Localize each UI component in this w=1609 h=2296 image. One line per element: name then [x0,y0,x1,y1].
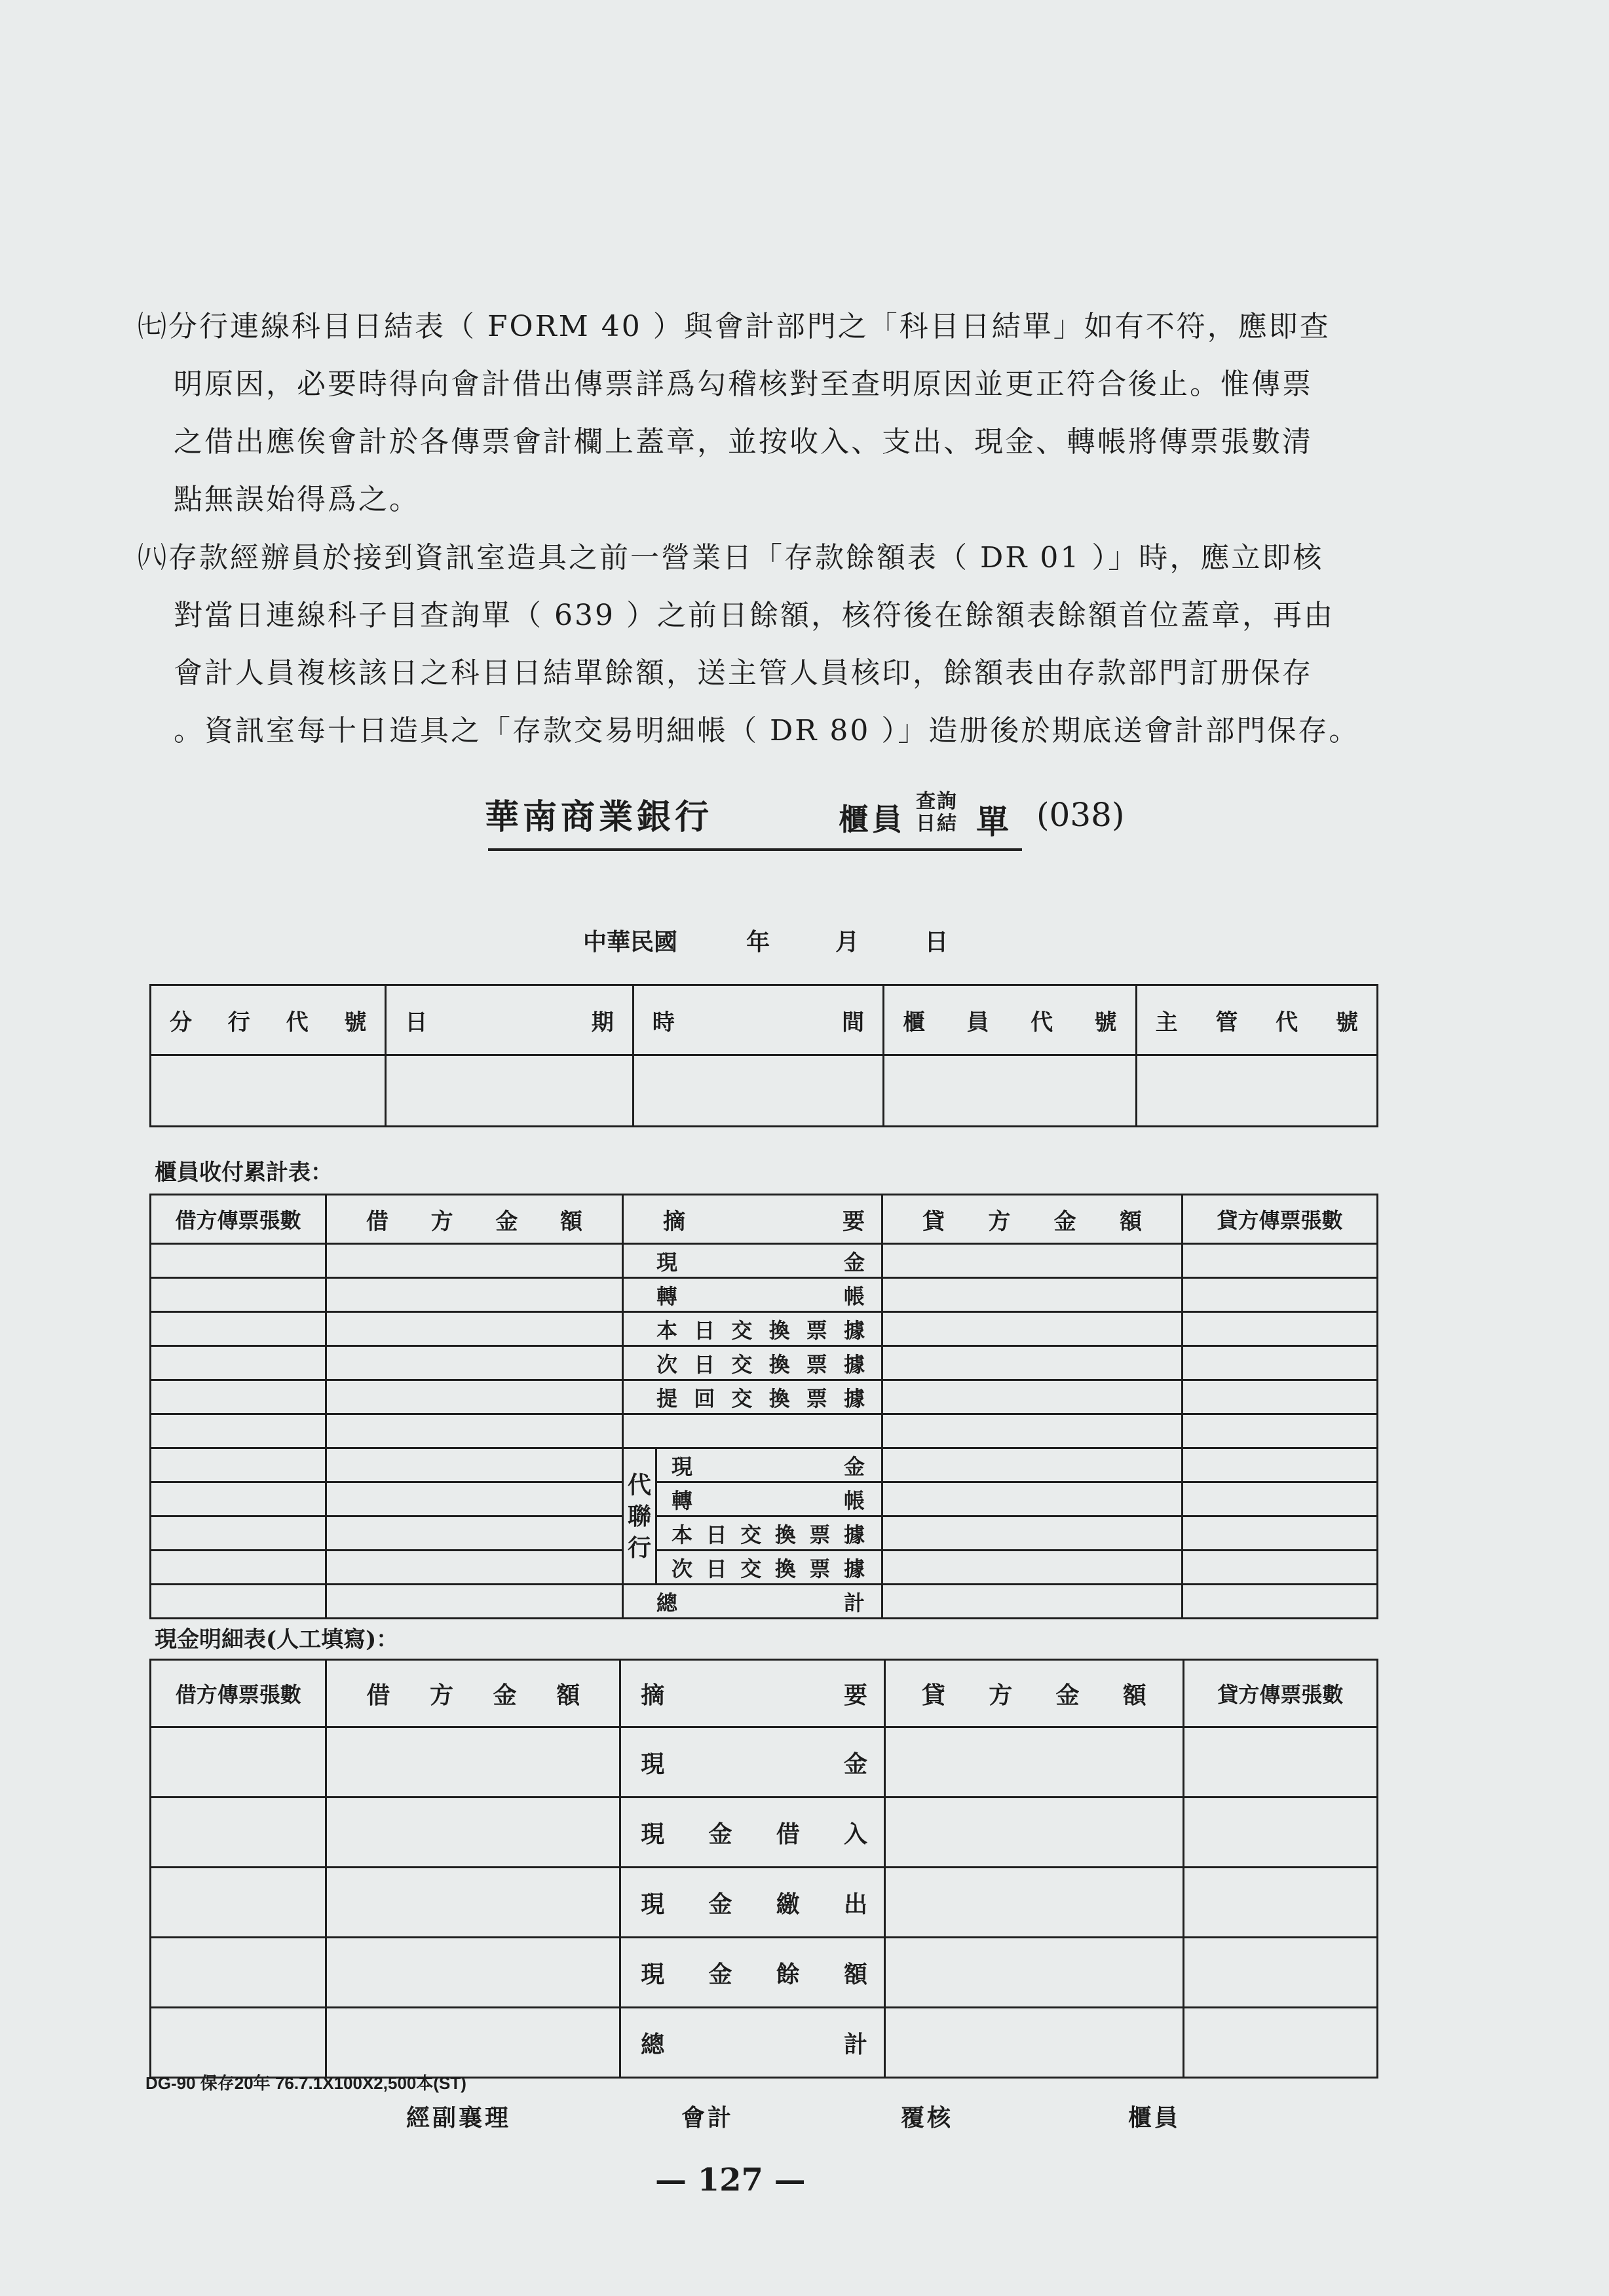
table-row: 轉帳 [151,1482,1378,1516]
slip-prefix: 櫃員 [839,802,905,837]
header-cell: 日期 [386,985,633,1055]
paragraph-line: 之借出應俟會計於各傳票會計欄上蓋章，並按收入、支出、現金、轉帳將傳票張數清 [174,425,1313,459]
header-cell: 櫃員代號 [884,985,1136,1055]
col-header: 貸方金額 [885,1660,1184,1727]
paragraph-line: ㈦分行連線科目日結表（ FORM 40 ）與會計部門之「科目日結單」如有不符，應即查 [138,310,1331,343]
table-row [151,1414,1378,1448]
agent-bank-label: 代 聯 行 [623,1448,656,1585]
supervisor-code-field[interactable] [1136,1055,1377,1127]
paragraph-line: 。資訊室每十日造具之「存款交易明細帳（ DR 80 ）」造册後於期底送會計部門保存。 [174,714,1360,747]
table-row: 轉帳 [151,1278,1378,1312]
cumulative-table [149,1194,1378,1619]
table-row: 本日交換票據 [151,1312,1378,1346]
col-header: 借方傳票張數 [151,1660,326,1727]
col-header: 借方金額 [326,1195,623,1244]
header-table [149,984,1378,1127]
header-cell: 主管代號 [1136,985,1377,1055]
col-header: 借方金額 [326,1660,620,1727]
table-row: 現金餘額 [151,1938,1378,2008]
paragraph-line: 會計人員複核該日之科目日結單餘額，送主管人員核印，餘額表由存款部門訂册保存 [174,656,1313,690]
paragraph-eight [138,529,1448,760]
paragraph-line: 點無誤始得爲之。 [174,483,420,516]
table-row: 現金繳出 [151,1868,1378,1938]
table-row: 提回交換票據 [151,1380,1378,1414]
col-header: 貸方金額 [882,1195,1183,1244]
table-row: 本日交換票據 [151,1516,1378,1551]
title-underline [488,848,1022,851]
cumulative-table-label: 櫃員收付累計表： [155,1159,333,1186]
table-row: 次日交換票據 [151,1551,1378,1585]
date-day: 日 [924,928,949,956]
cash-table-label: 現金明細表(人工填寫)： [155,1627,399,1653]
date-field[interactable] [386,1055,633,1127]
slip-code: (038) [1036,796,1125,834]
col-header: 摘要 [623,1195,882,1244]
paragraph-line: ㈧存款經辦員於接到資訊室造具之前一營業日「存款餘額表（ DR 01 ）」時，應立即核 [138,541,1324,574]
cash-detail-table [149,1659,1378,2079]
table-row: 現金 [151,1727,1378,1797]
date-month: 月 [835,928,860,956]
page-number: — 127 — [655,2162,806,2198]
paragraph-line: 明原因，必要時得向會計借出傳票詳爲勾稽核對至查明原因並更正符合後止。惟傳票 [174,367,1313,401]
signature-manager: 經副襄理 [406,2104,512,2132]
table-row: 次日交換票據 [151,1346,1378,1380]
table-row: 總計 [151,2008,1378,2078]
signature-accounting: 會計 [681,2104,734,2132]
header-cell: 時間 [633,985,883,1055]
date-year: 年 [746,928,770,956]
time-field[interactable] [633,1055,883,1127]
col-header: 摘要 [620,1660,885,1727]
slip-type-daily: 日結 [916,812,958,835]
table-row: 現金 [151,1244,1378,1278]
header-cell: 分行代號 [151,985,386,1055]
slip-type-stack [916,791,958,835]
date-era: 中華民國 [583,928,678,956]
table-row: 代 聯 行 現金 [151,1448,1378,1482]
print-code: DG-90 保存20年 76.7.1X100X2,500本(ST) [145,2073,466,2093]
slip-suffix: 單 [976,802,1009,841]
date-line [583,924,948,957]
teller-code-field[interactable] [884,1055,1136,1127]
col-header: 借方傳票張數 [151,1195,326,1244]
paragraph-seven [138,298,1448,529]
signature-teller: 櫃員 [1128,2104,1181,2132]
slip-type-query: 查詢 [916,790,958,813]
col-header: 貸方傳票張數 [1183,1195,1378,1244]
table-row: 現金借入 [151,1797,1378,1868]
paragraph-line: 對當日連線科子目查詢單（ 639 ）之前日餘額，核符後在餘額表餘額首位蓋章，再由 [174,599,1335,632]
bank-name: 華南商業銀行 [485,797,713,837]
table-row: 總計 [151,1585,1378,1619]
col-header: 貸方傳票張數 [1183,1660,1377,1727]
branch-code-field[interactable] [151,1055,386,1127]
signature-review: 覆核 [901,2104,954,2132]
